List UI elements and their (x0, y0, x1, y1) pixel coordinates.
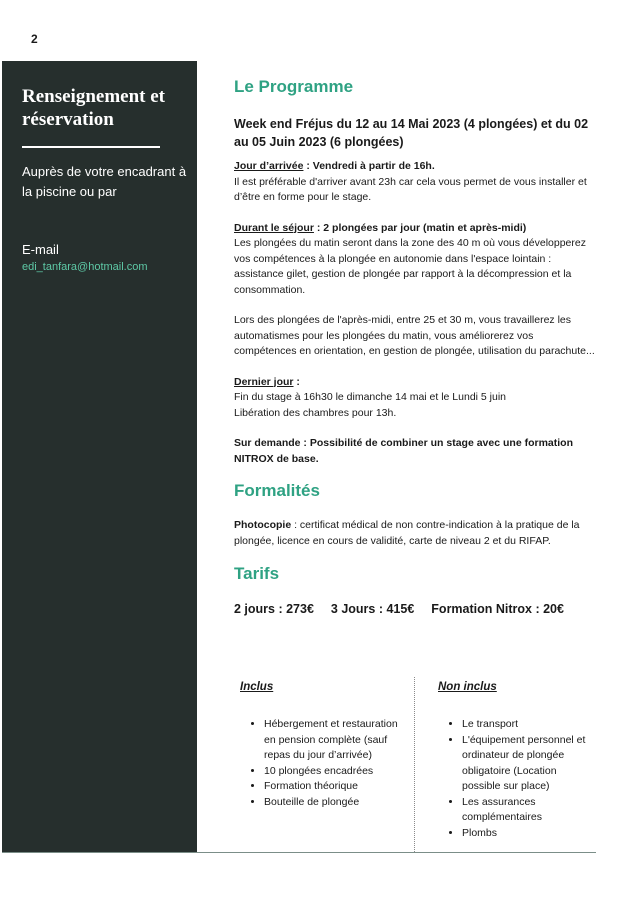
formalites-label: Photocopie (234, 519, 292, 531)
last-day-heading (234, 375, 596, 391)
page-number: 2 (31, 32, 38, 46)
bottom-divider (2, 852, 596, 853)
list-item: • Bouteille de plongée (264, 795, 410, 811)
last-day-label: Dernier jour (234, 375, 294, 388)
sidebar-divider (22, 146, 160, 148)
not-included-title: Non inclus (438, 681, 497, 693)
list-item: • Formation théorique (264, 779, 410, 795)
stay-head: : 2 plongées par jour (matin et après-midi) (313, 221, 527, 234)
tarifs-title: Tarifs (234, 564, 280, 583)
programme-subtitle: Week end Fréjus du 12 au 14 Mai 2023 (4 plongées) et du 02 au 05 Juin 2023 (6 plongées) (234, 117, 589, 149)
list-item: • Les assurances complémentaires (462, 795, 596, 826)
list-item: • 10 plongées encadrées (264, 764, 410, 780)
main-content (234, 76, 596, 616)
price-list (234, 602, 596, 616)
arrival-heading (234, 159, 596, 175)
formalites-text (234, 518, 596, 549)
included-columns (234, 677, 596, 852)
last-day-head: : (293, 375, 300, 388)
price-3-days: 3 Jours : 415€ (330, 602, 415, 616)
included-column (240, 681, 410, 810)
not-included-list (438, 717, 596, 841)
programme-title: Le Programme (234, 77, 354, 96)
list-item: • Hébergement et restauration en pension complète (sauf repas du jour d’arrivée) (264, 717, 410, 764)
included-list (240, 717, 410, 810)
stay-text-morning: Les plongées du matin seront dans la zone des 40 m où vous développerez vos compétences à la plongée en autonomie dans l'espace lointain : assistance gilet, gestion de plongée par rapport à la décompression et la consommation. (234, 237, 586, 296)
stay-text-afternoon: Lors des plongées de l'après-midi, entre 25 et 30 m, vous travaillerez les automatismes pour les plongées du matin, vous améliorerez vos compétences en orientation, en gestion de plongée, utilisation du parachute... (234, 314, 595, 357)
not-included-column (438, 681, 596, 841)
email-link[interactable]: edi_tanfara@hotmail.com (22, 261, 148, 273)
stay-label: Durant le séjour (234, 221, 314, 234)
last-day-line-1: Fin du stage à 16h30 le dimanche 14 mai et le Lundi 5 juin (234, 391, 507, 403)
list-item: • L'équipement personnel et ordinateur de plongée obligatoire (Location possible sur place) (462, 733, 596, 795)
list-item: • Le transport (462, 717, 596, 733)
included-title: Inclus (240, 681, 274, 693)
formalites-body: : certificat médical de non contre-indication à la pratique de la plongée, licence en cours de validité, carte de niveau 2 et du RIFAP. (234, 519, 580, 547)
sidebar-contact-text: Auprès de votre encadrant à la piscine ou par (22, 164, 187, 199)
arrival-text: Il est préférable d'arriver avant 23h car cela vous permet de vous installer et d’être en forme pour le stage. (234, 175, 587, 203)
column-divider (414, 677, 415, 852)
price-2-days: 2 jours : 273€ (234, 602, 314, 616)
sidebar (2, 61, 197, 852)
last-day-line-2: Libération des chambres pour 13h. (234, 406, 397, 419)
list-item: • Plombs (462, 826, 596, 842)
arrival-head: : Vendredi à partir de 16h. (303, 160, 435, 172)
email-label: E-mail (22, 242, 59, 257)
nitrox-note: Sur demande : Possibilité de combiner un stage avec une formation NITROX de base. (234, 437, 573, 465)
stay-heading (234, 221, 596, 237)
price-nitrox: Formation Nitrox : 20€ (431, 602, 564, 616)
arrival-label: Jour d’arrivée (234, 160, 304, 172)
formalites-title: Formalités (234, 481, 320, 500)
sidebar-title: Renseignement et réservation (22, 86, 165, 130)
